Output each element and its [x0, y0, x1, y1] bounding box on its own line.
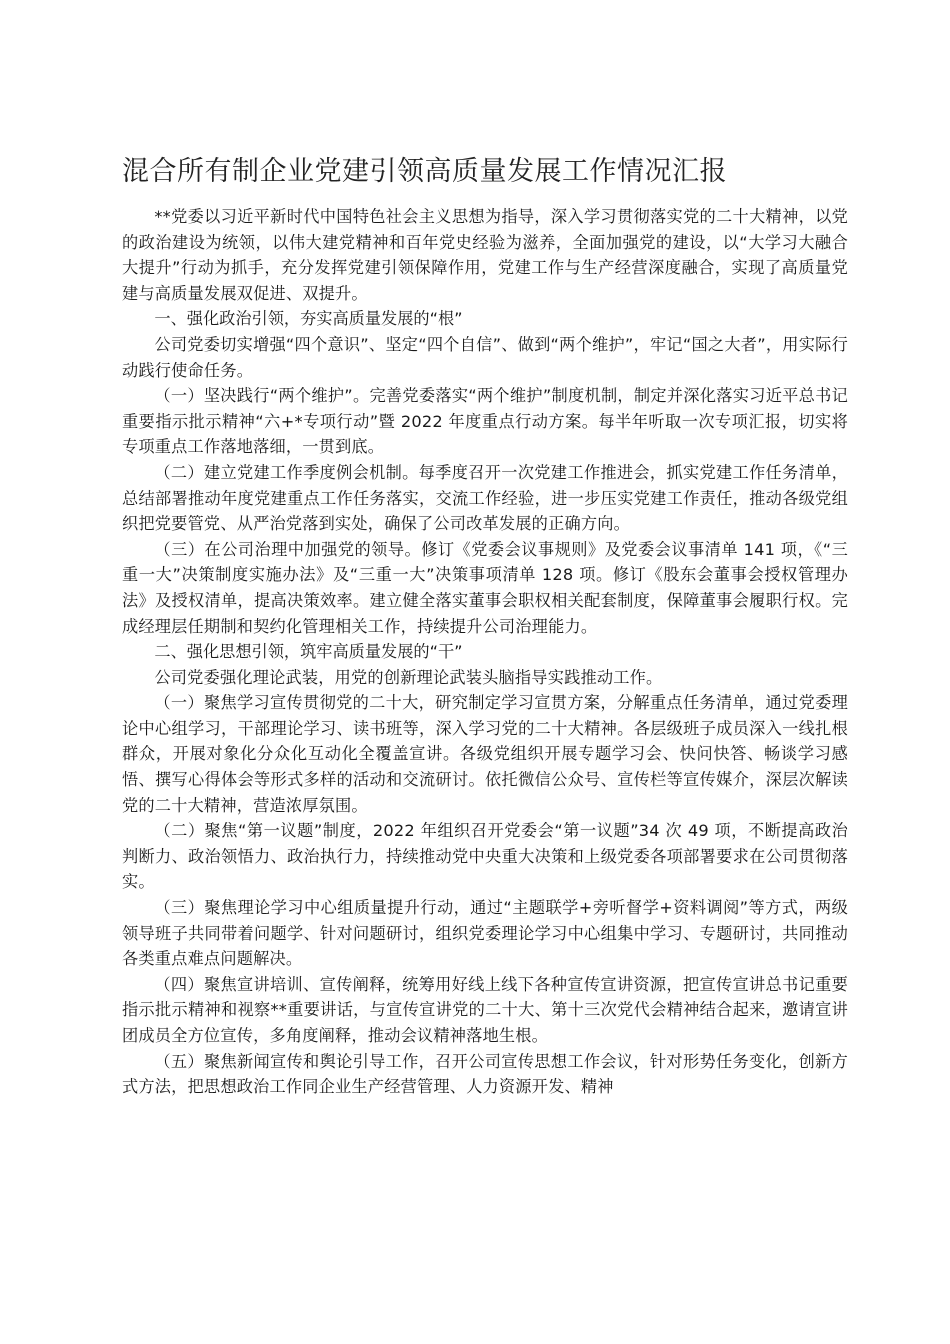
document-page	[122, 150, 848, 1100]
intro-paragraph: **党委以习近平新时代中国特色社会主义思想为指导，深入学习贯彻落实党的二十大精神，以党的政治建设为统领，以伟大建党精神和百年党史经验为滋养，全面加强党的建设，以“大学习大融合大提升”行动为抓手，充分发挥党建引领保障作用，党建工作与生产经营深度融合，实现了高质量党建与高质量发展双促进、双提升。	[122, 207, 848, 303]
section-2-item-2: （二）聚焦“第一议题”制度，2022 年组织召开党委会“第一议题”34 次 49 项，不断提高政治判断力、政治领悟力、政治执行力，持续推动党中央重大决策和上级党委各项部署要求在公司贯彻落实。	[122, 821, 848, 892]
section-1-item-2: （二）建立党建工作季度例会机制。每季度召开一次党建工作推进会，抓实党建工作任务清单，总结部署推动年度党建重点工作任务落实，交流工作经验，进一步压实党建工作责任，推动各级党组织把党要管党、从严治党落到实处，确保了公司改革发展的正确方向。	[122, 462, 848, 534]
section-1-heading: 一、强化政治引领，夯实高质量发展的“根”	[154, 309, 463, 329]
section-2-heading: 二、强化思想引领，筑牢高质量发展的“干”	[154, 642, 463, 662]
section-2-item-3: （三）聚焦理论学习中心组质量提升行动，通过“主题联学+旁听督学+资料调阅”等方式，两级领导班子共同带着问题学、针对问题研讨，组织党委理论学习中心组集中学习、专题研讨，共同推动各类重点难点问题解决。	[122, 898, 848, 969]
section-2-lead: 公司党委强化理论武装，用党的创新理论武装头脑指导实践推动工作。	[154, 667, 663, 687]
section-1-item-1: （一）坚决践行“两个维护”。完善党委落实“两个维护”制度机制，制定并深化落实习近平总书记重要指示批示精神“六+*专项行动”暨 2022 年度重点行动方案。每半年听取一次专项汇报，切实将专项重点工作落地落细，一贯到底。	[122, 386, 848, 457]
section-1-lead: 公司党委切实增强“四个意识”、坚定“四个自信”、做到“两个维护”，牢记“国之大者”，用实际行动践行使命任务。	[122, 334, 848, 380]
section-2-item-5: （五）聚焦新闻宣传和舆论引导工作，召开公司宣传思想工作会议，针对形势任务变化，创新方式方法，把思想政治工作同企业生产经营管理、人力资源开发、精神	[122, 1051, 848, 1097]
section-2-item-1: （一）聚焦学习宣传贯彻党的二十大，研究制定学习宣贯方案，分解重点任务清单，通过党委理论中心组学习，干部理论学习、读书班等，深入学习党的二十大精神。各层级班子成员深入一线扎根群众，开展对象化分众化互动化全覆盖宣讲。各级党组织开展专题学习会、快问快答、畅谈学习感悟、撰写心得体会等形式多样的活动和交流研讨。依托微信公众号、宣传栏等宣传媒介，深层次解读党的二十大精神，营造浓厚氛围。	[122, 693, 848, 815]
section-1-item-3: （三）在公司治理中加强党的领导。修订《党委会议事规则》及党委会议事清单 141 项，《“三重一大”决策制度实施办法》及“三重一大”决策事项清单 128 项。修订《股东会董事会授权管理办法》及授权清单，提高决策效率。建立健全落实董事会职权相关配套制度，保障董事会履职行权。完成经理层任期制和契约化管理相关工作，持续提升公司治理能力。	[122, 539, 848, 636]
section-2-item-4: （四）聚焦宣讲培训、宣传阐释，统筹用好线上线下各种宣传宣讲资源，把宣传宣讲总书记重要指示批示精神和视察**重要讲话，与宣传宣讲党的二十大、第十三次党代会精神结合起来，邀请宣讲团成员全方位宣传，多角度阐释，推动会议精神落地生根。	[122, 974, 848, 1045]
document-title: 混合所有制企业党建引领高质量发展工作情况汇报	[122, 156, 727, 187]
